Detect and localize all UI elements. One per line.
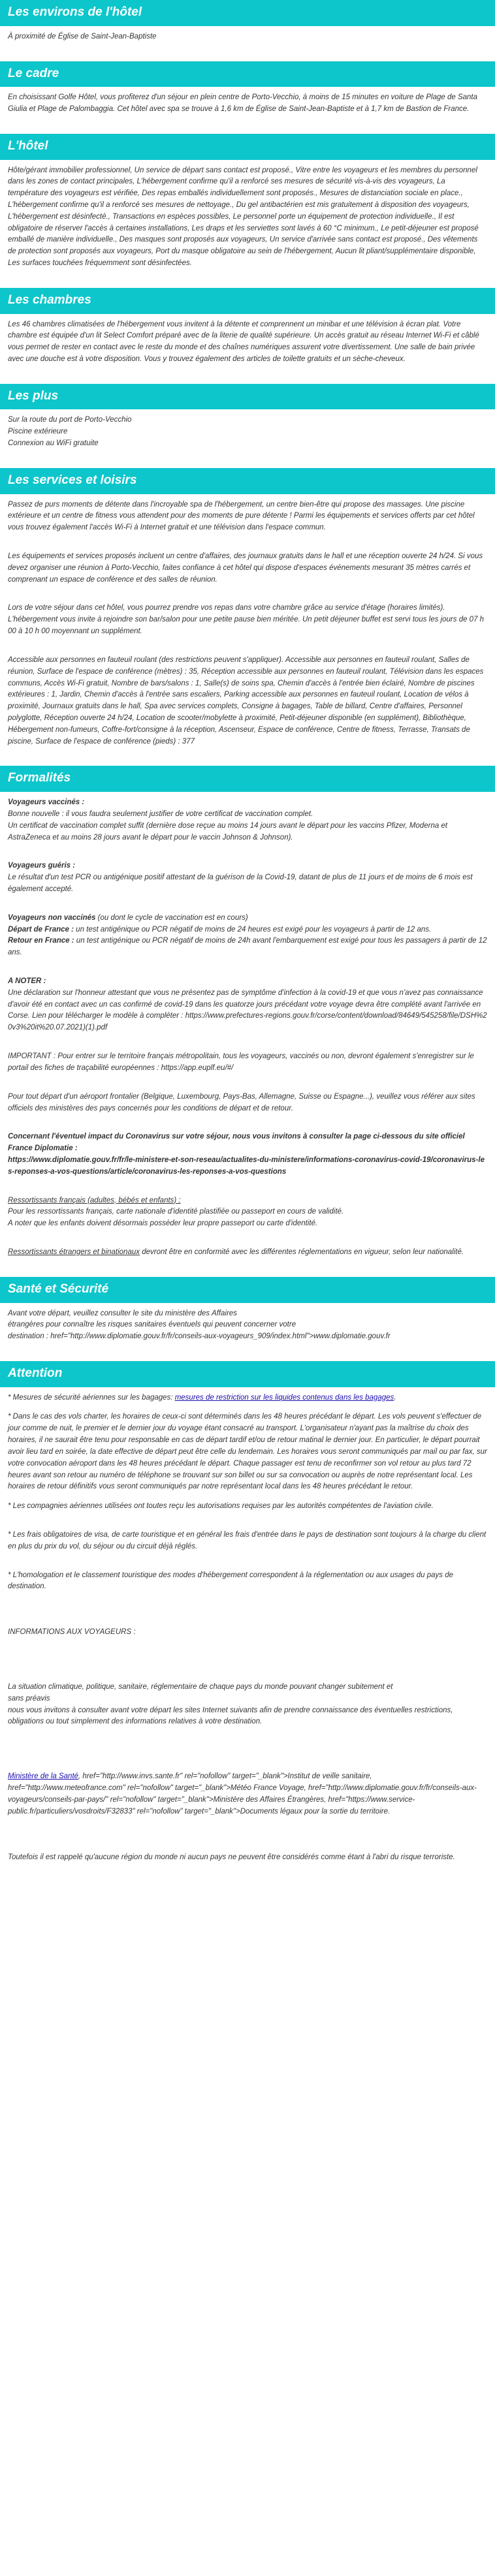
links-text: , href="http://www.invs.sante.fr" rel="nofollow" target="_blank">Institut de veille sanitaire, href="http://www.meteofrance.com" rel="nofollow" target="_blank">Météo France Voyage, href="http://www.diplomatie.gouv.fr/fr/conseils-aux-voyageurs/conseils-par-pays/" rel="nofollow" target="_blank">Ministère des Affaires Étrangères, href="https://www.service-public.fr/particuliers/vosdroits/F32833" rel="nofollow" target="_blank">Documents légaux pour la sortie du territoire. bbox=[8, 1772, 477, 1815]
services-paragraph: Les équipements et services proposés incluent un centre d'affaires, des journaux gratuits dans le hall et une réception ouverte 24 h/24. Si vous devez organiser une réunion à Porto-Vecchio, faites confiance à cet hôtel qui dispose d'espaces événements mesurant 35 mètres carrés et comprenant un espace de conférence et des salles de réunion. bbox=[8, 552, 483, 584]
gueris-text: Le résultat d'un test PCR ou antigénique positif attestant de la guérison de la Covid-19, datant de plus de 11 jours et de moins de 6 mois est également accepté. bbox=[8, 873, 473, 893]
cadre-text: En choisissant Golfe Hôtel, vous profiterez d'un séjour en plein centre de Porto-Vecchio, à moins de 15 minutes en voiture de Plage de Santa Giulia et Plage de Palombaggia. Cet hôtel avec spa se trouve à 1,6 km de Église de Saint-Jean-Baptiste et à 1,7 km de Bastion de France. bbox=[8, 93, 478, 113]
sante-line: étrangères pour connaître les risques sanitaires éventuels qui peuvent concerner votre bbox=[8, 1321, 296, 1329]
non-vaccines-block bbox=[8, 913, 487, 959]
noter-text: Une déclaration sur l'honneur attestant que vous ne présentez pas de symptôme d'infection à la covid-19 et que vous n'avez pas connaissance d'avoir été en contact avec un cas confirmé de covid-19 dans les quatorze jours précédant votre voyage devra être complété avant l'arrivée en Corse. Lien pour télécharger le modèle à compléter : bbox=[8, 988, 483, 1020]
sante-block bbox=[8, 1308, 487, 1343]
section-title-environs: Les environs de l'hôtel bbox=[0, 0, 495, 26]
non-vaccines-note: (ou dont le cycle de vaccination est en cours) bbox=[95, 913, 248, 922]
section-title-attention: Attention bbox=[0, 1361, 495, 1387]
section-title-cadre: Le cadre bbox=[0, 61, 495, 87]
situation-line: La situation climatique, politique, sanitaire, réglementaire de chaque pays du monde pouvant changer subitement et bbox=[8, 1683, 393, 1691]
section-title-formalites: Formalités bbox=[0, 766, 495, 792]
attention-final: Toutefois il est rappelé qu'aucune région du monde ni aucun pays ne peuvent être considérés comme étant à l'abri du risque terroriste. bbox=[8, 1853, 455, 1861]
ressortissants-block bbox=[8, 1195, 487, 1230]
concernant-text: Concernant l'éventuel impact du Coronavirus sur votre séjour, nous vous invitons à consulter la page ci-dessous du site officiel France Diplomatie : bbox=[8, 1133, 465, 1153]
services-paragraph: Accessible aux personnes en fauteuil roulant (des restrictions peuvent s'appliquer). Accessible aux personnes en fauteuil roulant, Salles de réunion, Surface de l'espace de conférence (mètres) : 35, Réception accessible aux personnes en fauteuil roulant, Télévision dans les espaces communs, Accès Wi-Fi gratuit, Nombre de bars/salons : 1, Salle(s) de soins spa, Chemin d'accès à l'entrée bien éclairé, Nombre de piscines extérieures : 1, Jardin, Chemin d'accès à l'entrée sans escaliers, Parking accessible aux personnes en fauteuil roulant, Location de vélos à proximité, Journaux gratuits dans le hall, Spa avec services complets, Consigne à bagages, Table de billard, Centre d'affaires, Personnel polyglotte, Réception ouverte 24 h/24, Location de scooter/mobylette à proximité, Petit-déjeuner disponible (en supplément), Bibliothèque, Hébergement non-fumeurs, Coffre-fort/consigne à la réception, Ascenseur, Espace de conférence, Centre de fitness, Terrasse, Transats de piscine, Surface de l'espace de conférence (pieds) : 377 bbox=[8, 655, 484, 746]
ministere-sante-link[interactable]: Ministère de la Santé bbox=[8, 1772, 79, 1781]
situation-line: sans préavis bbox=[8, 1694, 50, 1703]
noter-block bbox=[8, 976, 487, 1034]
situation-line: nous vous invitons à consulter avant votre départ les sites Internet suivants afin de prendre connaissance des éventuelles restrictions, obligations ou tout simplement des informations relatives à votre destination. bbox=[8, 1706, 453, 1726]
non-vaccines-label: Voyageurs non vaccinés bbox=[8, 913, 96, 922]
etrangers-block bbox=[8, 1247, 487, 1259]
links-block bbox=[8, 1771, 487, 1817]
info-label: INFORMATIONS AUX VOYAGEURS : bbox=[8, 1628, 136, 1637]
hotel-text: Hôte/gérant immobilier professionnel, Un service de départ sans contact est proposé., Vitre entre les voyageurs et les membres du personnel dans les zones de contact principales, L'hébergement confirme qu'il a renforcé ses mesures de sécurité vis-à-vis des voyageurs, La température des voyageurs est vérifiée, Des repas emballés individuellement sont proposés., Mesures de distanciation sociale en place., L'hébergement confirme qu'il a renforcé ses mesures de nettoyage., Du gel antibactérien est mis gratuitement à disposition des voyageurs, L'hébergement est désinfecté., Transactions en espèces possibles, Le personnel porte un équipement de protection individuelle., Il est obligatoire de réserver l'accès à certaines installations, Les draps et les serviettes sont lavés à 60 °C minimum., Le petit-déjeuner est proposé emballé de manière individuelle., Des masques sont proposés aux voyageurs, Un service d'arrivée sans contact est proposé., Des vêtements de protection sont proposés aux voyageurs, Port du masque obligatoire au sein de l'hébergement, Aucun lit pliant/supplémentaire disponible, Les surfaces touchées fréquemment sont désinfectées. bbox=[8, 166, 479, 267]
gueris-block bbox=[8, 860, 487, 895]
sante-line: Avant votre départ, veuillez consulter le site du ministère des Affaires bbox=[8, 1309, 237, 1317]
section-environs bbox=[0, 0, 495, 43]
section-sante bbox=[0, 1277, 495, 1343]
sante-line: destination : href="http://www.diplomatie.gouv.fr/fr/conseils-aux-voyageurs_909/index.html">www.diplomatie.gouv.fr bbox=[8, 1332, 391, 1341]
section-plus bbox=[0, 384, 495, 450]
liquids-restriction-link[interactable]: mesures de restriction sur les liquides contenus dans les bagages bbox=[174, 1393, 394, 1402]
frontier-text: Pour tout départ d'un aéroport frontalier (Belgique, Luxembourg, Pays-Bas, Allemagne, Suisse ou Espagne...), veuillez vous référer aux sites officiels des ministères des pays concernés pour les conditions de départ et de retour. bbox=[8, 1092, 475, 1112]
retour-text: un test antigénique ou PCR négatif de moins de 24h avant l'embarquement est exigé pour tous les passagers à partir de 12 ans. bbox=[8, 937, 487, 957]
attention-p1-suffix: . bbox=[394, 1393, 396, 1402]
attention-p2: * Dans le cas des vols charter, les horaires de ceux-ci sont déterminés dans les 48 heures précédant le départ. Les vols peuvent s'effectuer de jour comme de nuit, le premier et le dernier jour du voyage étant consacré au transport. L'organisateur n'ayant pas la maîtrise du choix des horaires, il ne saurait être tenu pour responsable en cas de départ tardif et/ou de retour matinal le dernier jour. En particulier, le départ pourrait avoir lieu tard en soirée, la date effective de départ peut être celle du lendemain. Les horaires vous seront communiqués par mail ou par fax, sur votre convocation aéroport dans les 48 heures précédant le départ. Chaque passager est tenu de reconfirmer son vol retour au plus tard 72 heures avant son retour au numéro de téléphone se trouvant sur son billet ou sur sa convocation ou auprès de notre représentant local. Les horaires de retour définitifs vous seront communiqués par notre représentant local dans les 48 heures précédant le retour. bbox=[8, 1413, 487, 1491]
plus-item: Sur la route du port de Porto-Vecchio bbox=[8, 416, 132, 424]
attention-p3: * Les compagnies aériennes utilisées ont toutes reçu les autorisations requises par les autorités compétentes de l'aviation civile. bbox=[8, 1502, 434, 1511]
attention-p1-prefix: * Mesures de sécurité aériennes sur les bagages: bbox=[8, 1393, 175, 1402]
depart-text: un test antigénique ou PCR négatif de moins de 24 heures est exigé pour les voyageurs à partir de 12 ans. bbox=[73, 925, 432, 934]
vaccines-text: Bonne nouvelle : il vous faudra seulement justifier de votre certificat de vaccination complet. bbox=[8, 809, 313, 818]
section-formalites bbox=[0, 766, 495, 1258]
section-services bbox=[0, 468, 495, 748]
section-title-chambres: Les chambres bbox=[0, 288, 495, 314]
plus-item: Piscine extérieure bbox=[8, 428, 68, 436]
concernant-url[interactable]: https://www.diplomatie.gouv.fr/fr/le-ministere-et-son-reseau/actualites-du-ministere/informations-coronavirus-covid-19/coronavirus-les-reponses-a-vos-questions/article/coronavirus-les-reponses-a-vos-questions bbox=[8, 1155, 485, 1176]
ressortissants-label: Ressortissants français (adultes, bébés et enfants) : bbox=[8, 1196, 181, 1204]
section-title-sante: Santé et Sécurité bbox=[0, 1277, 495, 1303]
section-title-hotel: L'hôtel bbox=[0, 134, 495, 160]
section-cadre bbox=[0, 61, 495, 116]
environs-text: À proximité de Église de Saint-Jean-Baptiste bbox=[8, 32, 157, 40]
etrangers-text: devront être en conformité avec les différentes réglementations en vigueur, selon leur nationalité. bbox=[140, 1248, 464, 1256]
attention-p4: * Les frais obligatoires de visa, de carte touristique et en général les frais d'entrée dans le pays de destination sont toujours à la charge du client en plus du prix du vol, du séjour ou du circuit déjà réglés. bbox=[8, 1530, 487, 1550]
services-paragraph: Lors de votre séjour dans cet hôtel, vous pourrez prendre vos repas dans votre chambre grâce au service d'étage (horaires limités). L'hébergement vous invite à rejoindre son bar/salon pour une petite pause bien méritée. Un petit déjeuner buffet est servi tous les jours de 07 h 00 à 10 h 00 moyennant un supplément. bbox=[8, 604, 485, 636]
vaccines-block bbox=[8, 797, 487, 843]
attention-p5: * L'homologation et le classement touristique des modes d'hébergement correspondent à la réglementation ou aux usages du pays de destination. bbox=[8, 1571, 454, 1591]
noter-label: A NOTER : bbox=[8, 977, 46, 985]
section-chambres bbox=[0, 288, 495, 366]
situation-block bbox=[8, 1682, 487, 1728]
chambres-text: Les 46 chambres climatisées de l'hébergement vous invitent à la détente et comprennent un minibar et une télévision à écran plat. Votre chambre est équipée d'un lit Select Comfort préparé avec de la literie de qualité supérieure. Un accès gratuit au réseau Internet Wi-Fi et câblé vous permet de rester en contact avec le reste du monde et des chaînes numériques assurent votre divertissement. Une salle de bain privée avec une douche est à votre disposition. Vous y trouvez également des articles de toilette gratuits et un sèche-cheveux. bbox=[8, 320, 479, 363]
ressortissants-text-2: A noter que les enfants doivent désormais posséder leur propre passeport ou carte d'identité. bbox=[8, 1219, 318, 1228]
vaccines-text-2: Un certificat de vaccination complet suffit (dernière dose reçue au moins 14 jours avant le départ pour les vaccins Pfizer, Moderna et AstraZeneca et au moins 28 jours avant le départ pour le vaccin Johnson & Johnson). bbox=[8, 821, 448, 841]
ressortissants-text-1: Pour les ressortissants français, carte nationale d'identité plastifiée ou passeport en cours de validité. bbox=[8, 1208, 344, 1216]
services-paragraph: Passez de purs moments de détente dans l'incroyable spa de l'hébergement, un centre bien-être qui propose des massages. Une piscine extérieure et un centre de fitness vous attendent pour des moments de pure détente ! Parmi les équipements et services offerts par cet hôtel vous trouvez également l'accès Wi-Fi à Internet gratuit et une télévision dans l'espace commun. bbox=[8, 500, 475, 532]
vaccines-label: Voyageurs vaccinés : bbox=[8, 798, 85, 807]
important-text: IMPORTANT : Pour entrer sur le territoire français métropolitain, tous les voyageurs, vaccinés ou non, devront également s'enregistrer sur le portail des fiches de traçabilité européennes : https://app.euplf.eu/#/ bbox=[8, 1052, 474, 1072]
gueris-label: Voyageurs guéris : bbox=[8, 862, 76, 870]
section-attention bbox=[0, 1361, 495, 1863]
section-hotel bbox=[0, 134, 495, 270]
section-title-plus: Les plus bbox=[0, 384, 495, 410]
retour-label: Retour en France : bbox=[8, 937, 74, 945]
attention-p1 bbox=[8, 1392, 487, 1404]
etrangers-label: Ressortissants étrangers et binationaux bbox=[8, 1248, 140, 1256]
concernant-block bbox=[8, 1131, 487, 1178]
section-title-services: Les services et loisirs bbox=[0, 468, 495, 494]
depart-label: Départ de France : bbox=[8, 925, 74, 934]
noter-url[interactable]: https://www.prefectures-regions.gouv.fr/corse/content/download/84649/545258/file/DSH%20v3%20it%20.07.2021)(1).pdf bbox=[8, 1012, 487, 1032]
plus-item: Connexion au WiFi gratuite bbox=[8, 439, 99, 448]
